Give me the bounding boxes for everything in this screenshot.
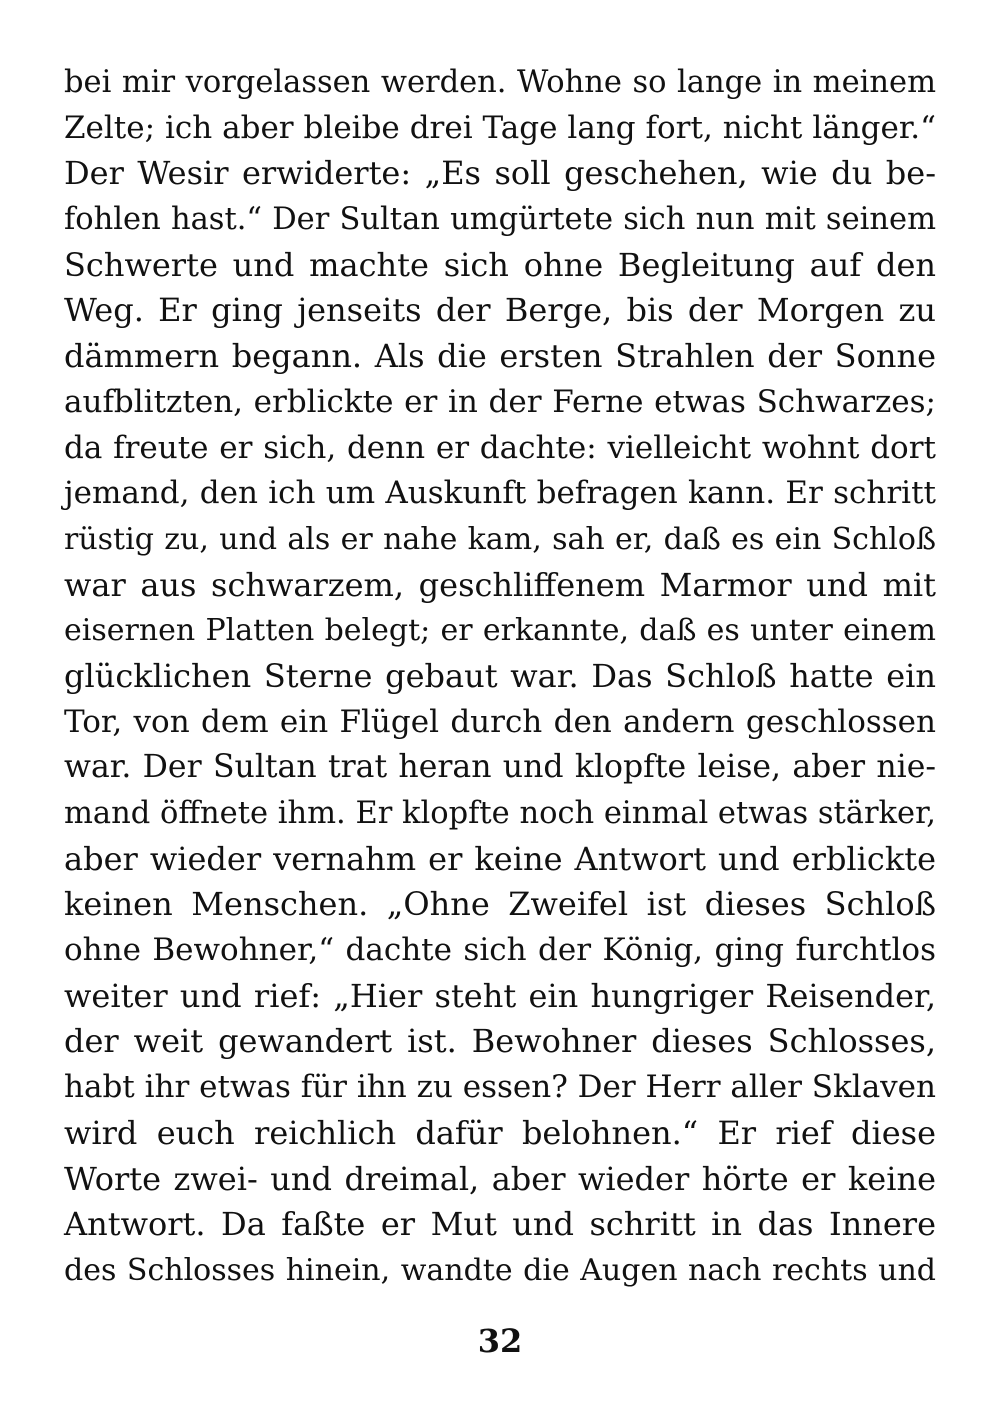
text-line-27: des Schlosses hinein, wandte die Augen nach rechts und — [64, 1252, 936, 1288]
text-line-25: Worte zwei- und dreimal, aber wieder hörte er keine — [64, 1159, 936, 1198]
text-line-9: da freute er sich, denn er dachte: vielleicht wohnt dort — [64, 429, 936, 466]
text-line-3: Der Wesir erwiderte: „Es soll geschehen, wie du be- — [64, 154, 936, 193]
text-line-8: aufblitzten, erblickte er in der Ferne etwas Schwarzes; — [64, 383, 936, 420]
text-line-16: war. Der Sultan trat heran und klopfte leise, aber nie- — [64, 749, 936, 786]
text-line-4: fohlen hast.“ Der Sultan umgürtete sich nun mit seinem — [64, 202, 936, 238]
text-line-10: jemand, den ich um Auskunft befragen kann. Er schritt — [64, 475, 936, 512]
text-line-20: ohne Bewohner,“ dachte sich der König, ging furchtlos — [64, 932, 936, 969]
text-line-14: glücklichen Sterne gebaut war. Das Schloß hatte ein — [64, 656, 936, 695]
text-line-22: der weit gewandert ist. Bewohner dieses Schlosses, — [64, 1022, 936, 1061]
text-line-15: Tor, von dem ein Flügel durch den andern geschlossen — [64, 703, 936, 740]
text-line-6: Weg. Er ging jenseits der Berge, bis der Morgen zu — [64, 291, 936, 330]
body-text — [64, 60, 936, 1294]
text-line-5: Schwerte und machte sich ohne Begleitung auf den — [64, 245, 936, 284]
text-line-11: rüstig zu, und als er nahe kam, sah er, daß es ein Schloß — [64, 521, 936, 557]
text-line-2: Zelte; ich aber bleibe drei Tage lang fort, nicht länger.“ — [64, 109, 936, 146]
text-line-17: mand öffnete ihm. Er klopfte noch einmal etwas stärker, — [64, 796, 936, 831]
text-line-19: keinen Menschen. „Ohne Zweifel ist dieses Schloß — [64, 885, 936, 924]
text-line-21: weiter und rief: „Hier steht ein hungriger Reisender, — [64, 976, 936, 1015]
text-line-24: wird euch reichlich dafür belohnen.“ Er rief diese — [64, 1113, 936, 1152]
page-number: 32 — [477, 1322, 523, 1360]
text-line-18: aber wieder vernahm er keine Antwort und erblickte — [64, 839, 936, 878]
text-line-23: habt ihr etwas für ihn zu essen? Der Herr aller Sklaven — [64, 1069, 936, 1106]
text-line-12: war aus schwarzem, geschliffenem Marmor und mit — [64, 565, 936, 604]
text-line-7: dämmern begann. Als die ersten Strahlen der Sonne — [64, 337, 936, 376]
text-line-1: bei mir vorgelassen werden. Wohne so lange in meinem — [64, 65, 936, 100]
text-line-26: Antwort. Da faßte er Mut und schritt in das Innere — [64, 1205, 936, 1244]
text-line-13: eisernen Platten belegt; er erkannte, daß es unter einem — [64, 613, 936, 649]
